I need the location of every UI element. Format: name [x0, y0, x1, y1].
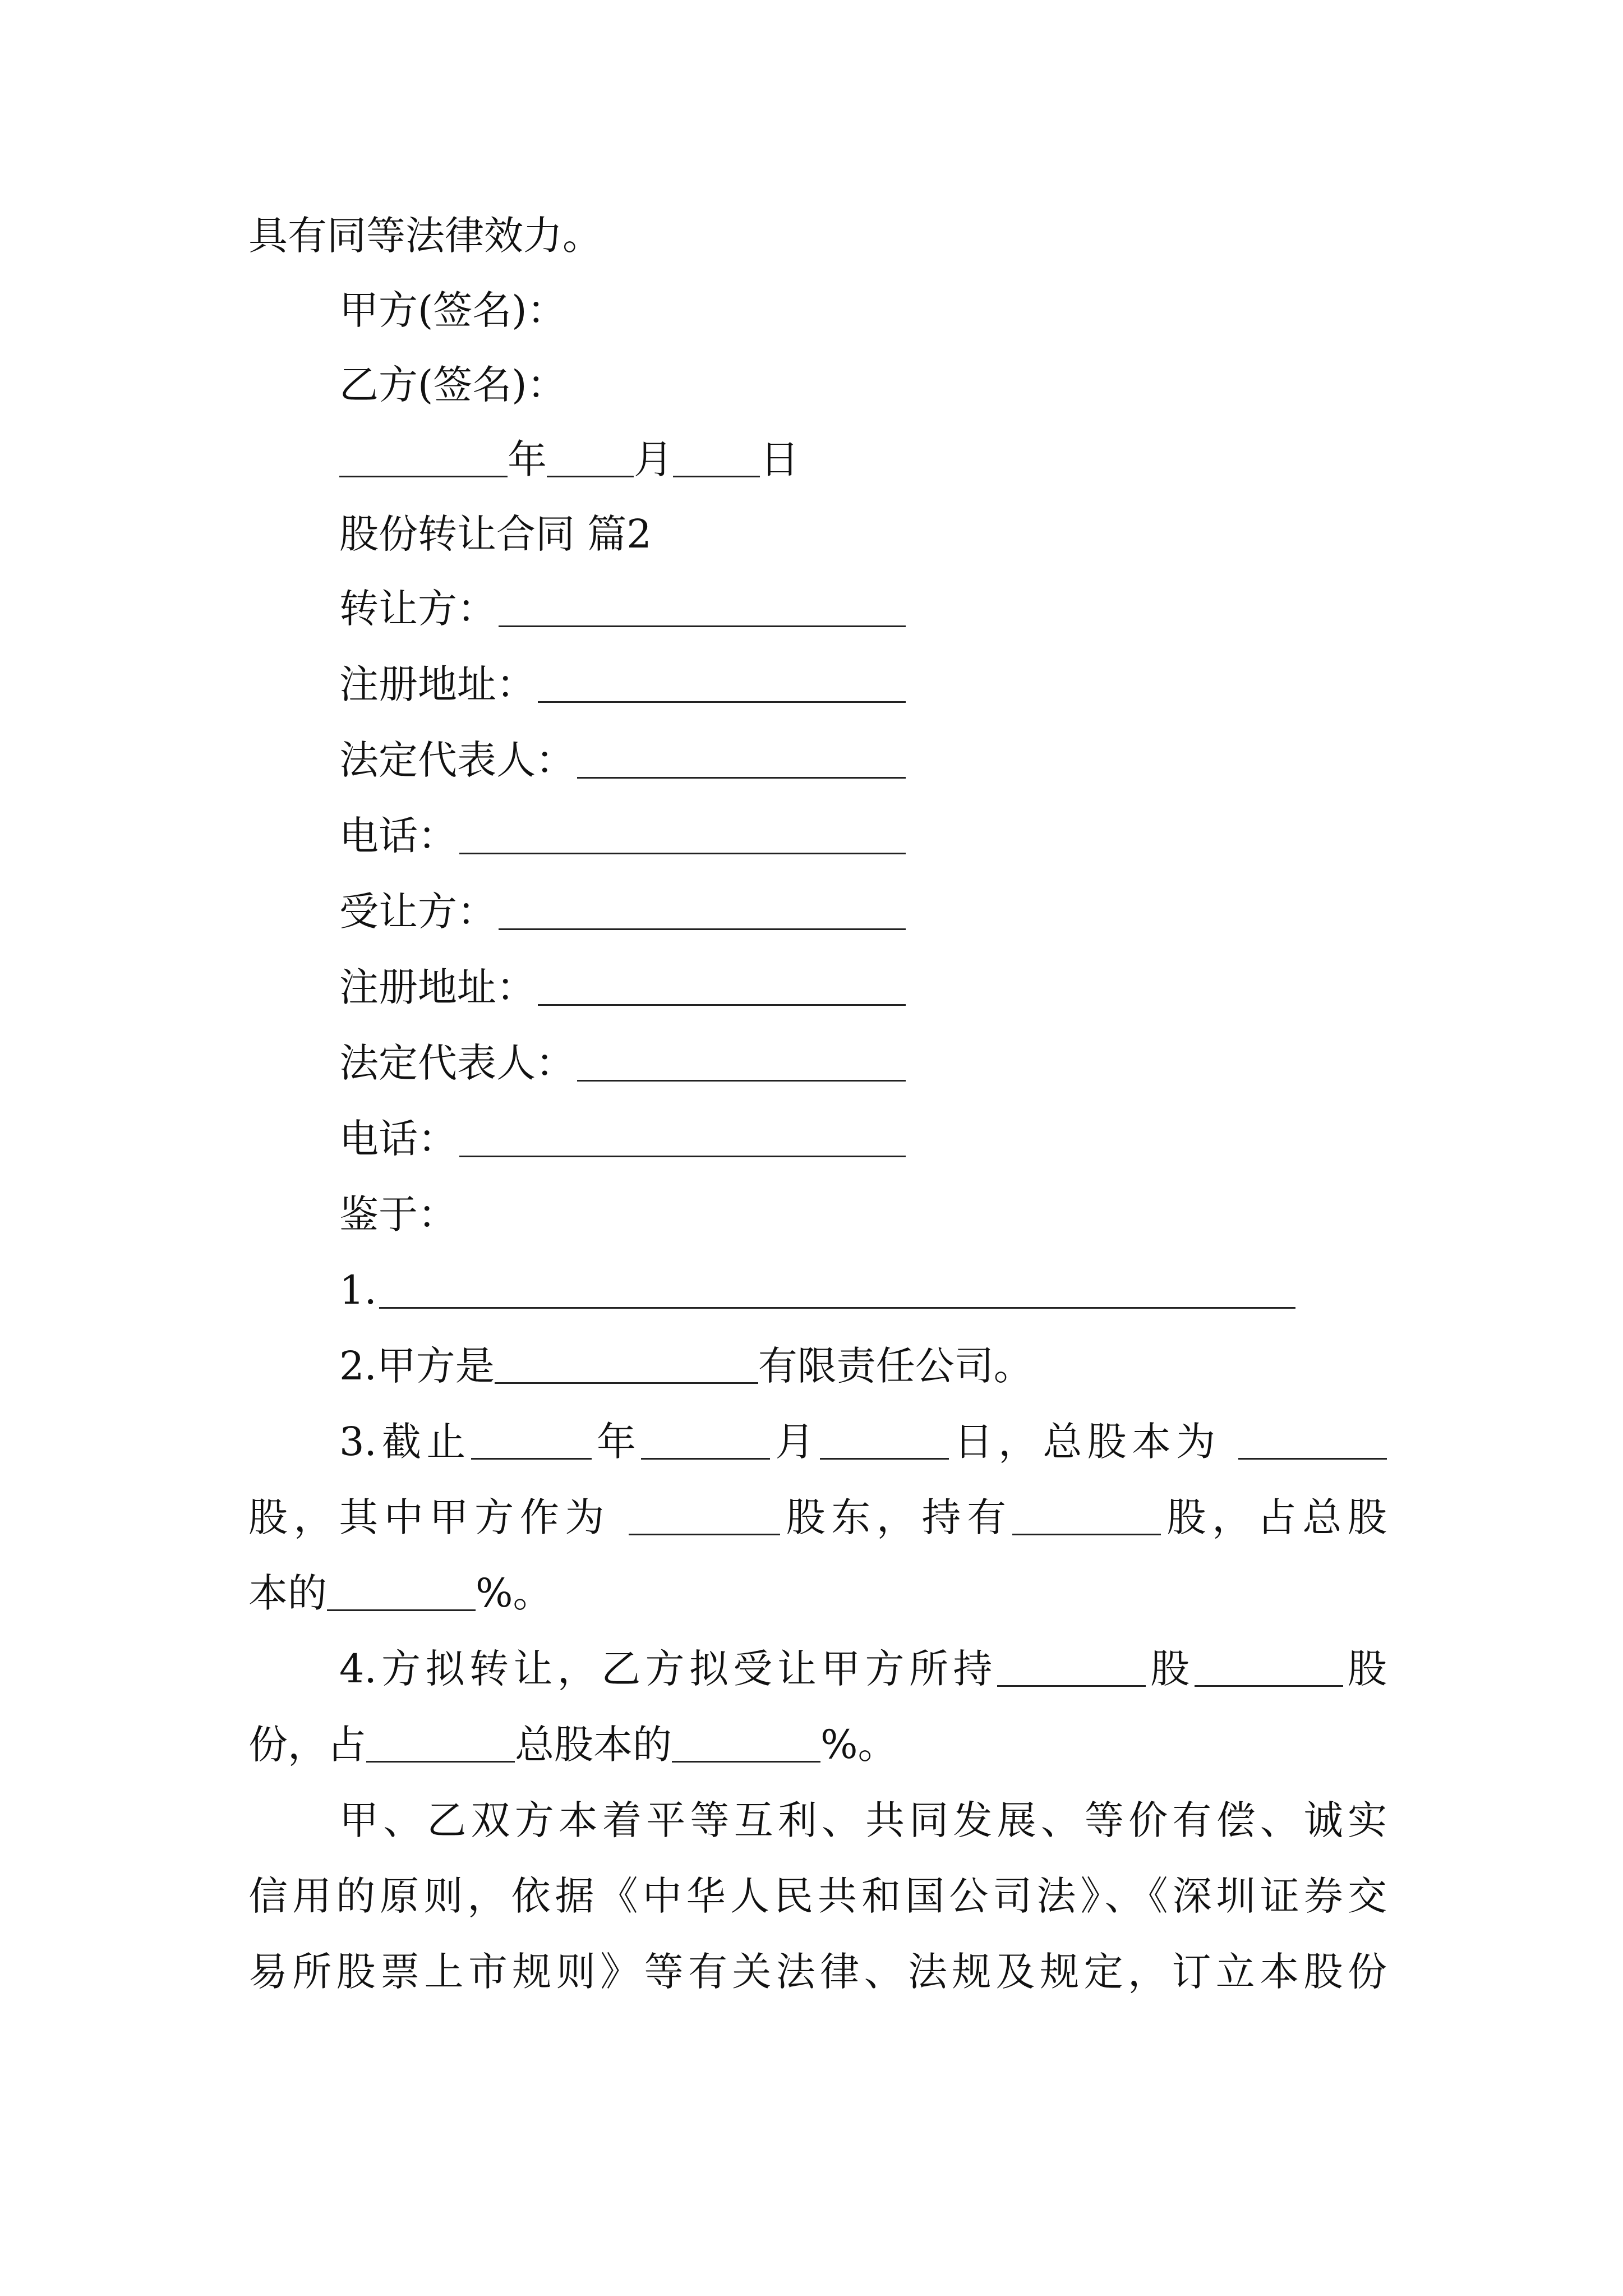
paragraph-text-3: 易所股票上市规则》等有关法律、法规及规定，订立本股份 — [248, 1949, 1387, 1995]
continuation-line — [248, 208, 1387, 264]
item-4-text-a: 4.方拟转让，乙方拟受让甲方所持 — [339, 1646, 997, 1692]
item-4-text-d: 份，占 — [248, 1722, 366, 1768]
item-2-text-a: 2.甲方是 — [339, 1343, 495, 1389]
item-4-line-1 — [339, 1641, 1387, 1697]
transferee-rep-field — [339, 1035, 906, 1091]
item-3-line-1 — [339, 1414, 1387, 1470]
transferor-rep-blank — [577, 738, 906, 779]
section-heading — [339, 506, 1478, 562]
item-1-label: 1. — [339, 1267, 377, 1313]
transferee-rep-blank — [577, 1041, 906, 1082]
transferee-label: 受让方： — [339, 889, 496, 935]
heading-text: 股份转让合同 篇2 — [339, 511, 652, 557]
transferee-rep-label: 法定代表人： — [339, 1040, 575, 1086]
item-4-percentage-blank — [672, 1722, 820, 1763]
whereas-label: 鉴于： — [339, 1191, 457, 1237]
day-label: 日 — [760, 436, 799, 482]
paragraph-text-2: 信用的原则，依据《中华人民共和国公司法》、《深圳证券交 — [248, 1873, 1387, 1919]
item-3-text-e: 股，其中甲方作为 — [248, 1494, 611, 1540]
transfer-shares-blank-1 — [997, 1646, 1146, 1687]
item-4-line-2 — [248, 1717, 1387, 1773]
transferor-label: 转让方： — [339, 586, 496, 632]
transferee-field — [339, 884, 906, 940]
party-a-signature-line — [339, 282, 1478, 338]
item-3-year-label: 年 — [591, 1419, 642, 1465]
transferee-address-blank — [538, 965, 906, 1006]
item-3-text-f: 股东，持有 — [780, 1494, 1012, 1540]
item-3-line-2 — [248, 1489, 1387, 1545]
party-a-signature-label: 甲方(签名)： — [339, 287, 566, 333]
transferor-phone-field — [339, 808, 906, 864]
item-3-text-d: 日，总股本为 — [948, 1419, 1221, 1465]
transfer-shares-blank-2 — [1195, 1646, 1343, 1687]
year-blank — [339, 436, 508, 477]
transferee-blank — [499, 889, 906, 930]
company-name-blank — [495, 1343, 758, 1384]
paragraph-line-3 — [248, 1944, 1387, 2000]
whereas-line — [339, 1186, 1478, 1243]
item-3-line-3 — [248, 1565, 1387, 1621]
item-3-day-blank — [820, 1419, 949, 1460]
transferee-phone-blank — [459, 1116, 906, 1157]
item-4-text-b: 股 — [1145, 1646, 1195, 1692]
company-blank — [366, 1722, 515, 1763]
paragraph-line-2 — [248, 1868, 1387, 1924]
transferor-field — [339, 581, 906, 637]
transferor-phone-label: 电话： — [339, 813, 457, 859]
paragraph-line-1 — [339, 1792, 1387, 1848]
total-shares-blank — [1238, 1419, 1387, 1460]
transferor-rep-field — [339, 732, 906, 788]
percentage-blank — [327, 1570, 476, 1611]
item-1-blank — [379, 1268, 1295, 1309]
item-3-year-blank — [471, 1419, 592, 1460]
party-b-signature-line — [339, 357, 1478, 413]
item-3-month-label: 月 — [770, 1419, 820, 1465]
transferee-phone-field — [339, 1111, 906, 1167]
transferee-address-label: 注册地址： — [339, 964, 536, 1010]
item-2-text-b: 有限责任公司。 — [758, 1343, 1033, 1389]
item-1-line — [339, 1262, 1295, 1318]
item-3-text-h: 本的 — [248, 1570, 327, 1616]
date-line — [339, 431, 1478, 487]
continuation-text: 具有同等法律效力。 — [248, 213, 602, 259]
transferor-phone-blank — [459, 813, 906, 854]
day-blank — [673, 436, 760, 477]
held-shares-blank — [1012, 1494, 1161, 1535]
transferee-address-field — [339, 959, 906, 1015]
item-4-text-c: 股 — [1343, 1646, 1387, 1692]
item-3-text-a: 3.截止 — [339, 1419, 471, 1465]
party-b-signature-label: 乙方(签名)： — [339, 362, 566, 408]
transferee-phone-label: 电话： — [339, 1116, 457, 1162]
item-4-text-f: %。 — [820, 1722, 897, 1768]
item-3-text-g: 股，占总股 — [1160, 1494, 1387, 1540]
transferor-address-blank — [538, 662, 906, 703]
transferor-address-field — [339, 656, 906, 712]
item-4-text-e: 总股本的 — [515, 1722, 672, 1768]
month-label: 月 — [634, 436, 673, 482]
item-3-text-i: %。 — [476, 1570, 552, 1616]
transferor-blank — [499, 586, 906, 627]
transferor-address-label: 注册地址： — [339, 661, 536, 707]
item-2-line — [339, 1338, 1478, 1394]
item-3-month-blank — [641, 1419, 770, 1460]
paragraph-text-1: 甲、乙双方本着平等互利、共同发展、等价有偿、诚实 — [339, 1797, 1387, 1843]
year-label: 年 — [508, 436, 547, 482]
month-blank — [547, 436, 634, 477]
shareholder-type-blank — [629, 1494, 780, 1535]
transferor-rep-label: 法定代表人： — [339, 737, 575, 783]
